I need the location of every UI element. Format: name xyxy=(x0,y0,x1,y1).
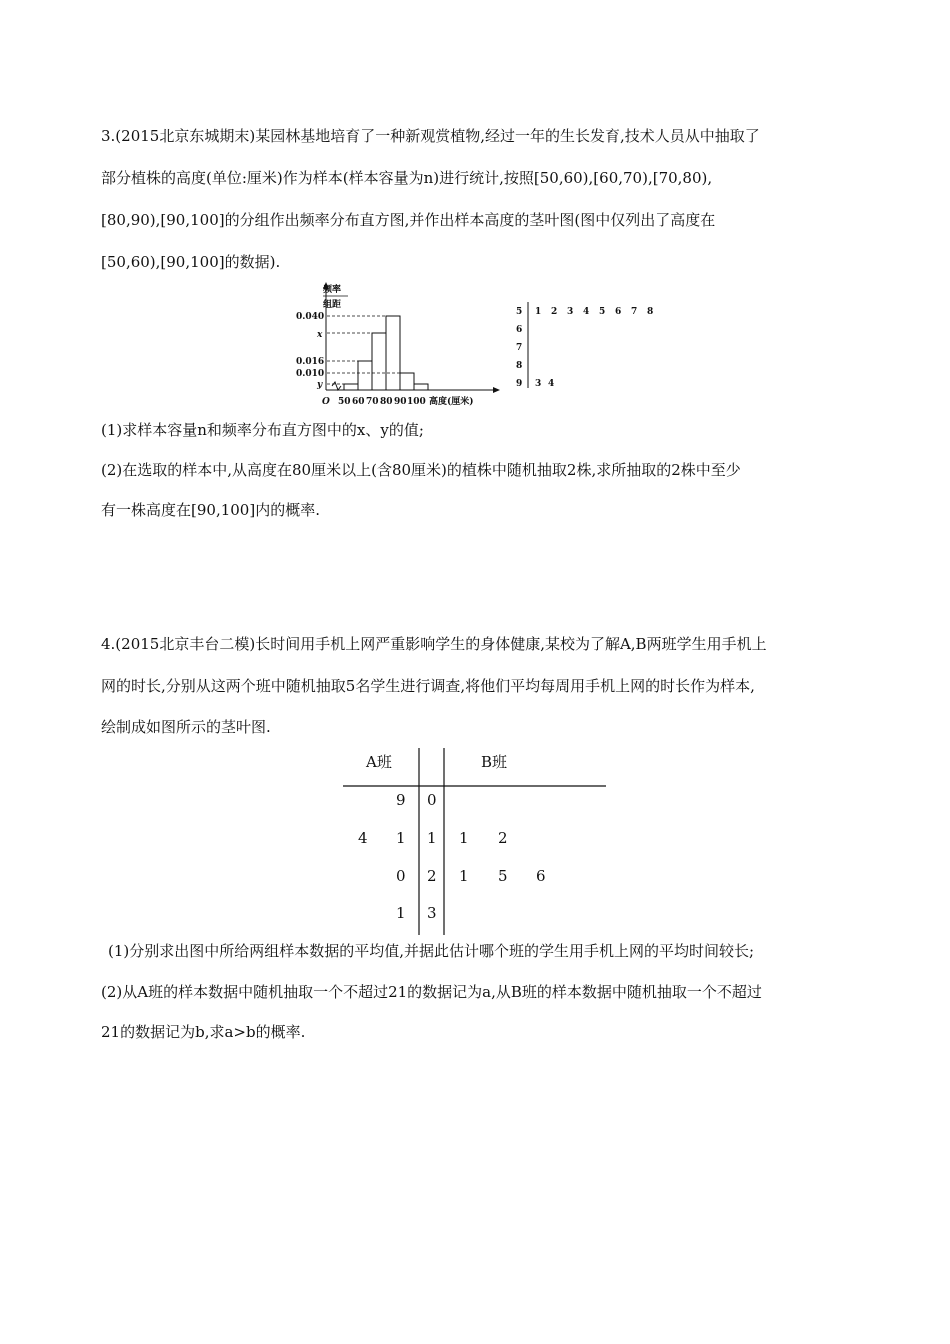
problem3-line-4: [50,60),[90,100]的数据). xyxy=(101,253,281,271)
histogram-x-label: 100 xyxy=(407,397,426,407)
class-b-leaf: 1 xyxy=(459,867,469,885)
class-a-leaf: 4 xyxy=(358,829,368,847)
class-a-leaf: 0 xyxy=(396,867,406,885)
histogram-x-label: 80 xyxy=(380,397,393,407)
class-b-leaf: 1 xyxy=(459,829,469,847)
class-a-leaf: 1 xyxy=(396,904,406,922)
class-a-header: A班 xyxy=(366,753,392,771)
histogram-y-label: 0.040 xyxy=(296,312,325,322)
histogram-axis-break xyxy=(332,382,341,390)
histogram-y-title-top: 频率 xyxy=(323,285,342,295)
stem: 6 xyxy=(516,325,523,335)
leaf: 3 xyxy=(535,379,542,389)
frequency-histogram xyxy=(290,280,510,412)
problem3-line-1: 3.(2015北京东城期末)某园林基地培育了一种新观赏植物,经过一年的生长发育,技术人员从中抽取了 xyxy=(101,127,760,145)
histogram-x-label: 60 xyxy=(352,397,365,407)
histogram-bar xyxy=(372,333,386,390)
stem: 7 xyxy=(516,343,523,353)
histogram-y-label: 0.016 xyxy=(296,357,325,367)
class-a-leaf: 9 xyxy=(396,791,406,809)
histogram-y-title-bottom: 组距 xyxy=(323,300,342,310)
leaf: 7 xyxy=(631,307,638,317)
leaf: 4 xyxy=(583,307,590,317)
histogram-x-label: 50 xyxy=(338,397,351,407)
histogram-bar xyxy=(344,384,358,390)
leaf: 1 xyxy=(535,307,542,317)
problem3-question-2-line-2: 有一株高度在[90,100]内的概率. xyxy=(101,501,320,519)
leaf: 6 xyxy=(615,307,622,317)
problem4-question-1: (1)分别求出图中所给两组样本数据的平均值,并据此估计哪个班的学生用手机上网的平均时间较长; xyxy=(108,942,755,960)
class-b-header: B班 xyxy=(481,753,508,771)
histogram-y-label: 0.010 xyxy=(296,369,325,379)
class-b-leaf: 5 xyxy=(498,867,508,885)
histogram-x-label: 70 xyxy=(366,397,379,407)
leaf: 2 xyxy=(551,307,558,317)
stem-leaf-plot-heights xyxy=(510,300,670,392)
leaf: 4 xyxy=(548,379,555,389)
histogram-origin-label: O xyxy=(322,397,330,407)
histogram-x-arrow xyxy=(493,387,500,393)
histogram-bar xyxy=(414,384,428,390)
leaf: 8 xyxy=(647,307,654,317)
problem4-line-1: 4.(2015北京丰台二模)长时间用手机上网严重影响学生的身体健康,某校为了解A,B两班学生用手机上 xyxy=(101,635,767,653)
problem3-line-2: 部分植株的高度(单位:厘米)作为样本(样本容量为n)进行统计,按照[50,60),[60,70),[70,80), xyxy=(101,169,713,187)
stem: 3 xyxy=(427,904,437,922)
problem3-line-3: [80,90),[90,100]的分组作出频率分布直方图,并作出样本高度的茎叶图(图中仅列出了高度在 xyxy=(101,211,716,229)
stem: 0 xyxy=(427,791,437,809)
leaf: 3 xyxy=(567,307,574,317)
problem4-line-2: 网的时长,分别从这两个班中随机抽取5名学生进行调查,将他们平均每周用手机上网的时长作为样本, xyxy=(101,677,755,695)
problem3-question-1: (1)求样本容量n和频率分布直方图中的x、y的值; xyxy=(101,421,424,439)
leaf: 5 xyxy=(599,307,606,317)
histogram-x-title: 高度(厘米) xyxy=(429,397,474,407)
histogram-y-label: y xyxy=(317,380,323,390)
problem4-question-2-line-1: (2)从A班的样本数据中随机抽取一个不超过21的数据记为a,从B班的样本数据中随机抽取一个不超过 xyxy=(101,983,762,1001)
problem3-question-2-line-1: (2)在选取的样本中,从高度在80厘米以上(含80厘米)的植株中随机抽取2株,求所抽取的2株中至少 xyxy=(101,461,741,479)
stem: 1 xyxy=(427,829,437,847)
histogram-bar xyxy=(400,373,414,390)
histogram-x-label: 90 xyxy=(394,397,407,407)
histogram-y-label: x xyxy=(317,330,323,340)
stem: 5 xyxy=(516,307,523,317)
problem4-line-3: 绘制成如图所示的茎叶图. xyxy=(101,718,271,736)
class-a-leaf: 1 xyxy=(396,829,406,847)
histogram-bar xyxy=(386,316,400,390)
stem: 2 xyxy=(427,867,437,885)
stem-leaf-plot-classes xyxy=(340,745,610,940)
class-b-leaf: 2 xyxy=(498,829,508,847)
problem4-question-2-line-2: 21的数据记为b,求a>b的概率. xyxy=(101,1023,306,1041)
class-b-leaf: 6 xyxy=(536,867,546,885)
stem: 9 xyxy=(516,379,523,389)
histogram-bar xyxy=(358,361,372,390)
stem: 8 xyxy=(516,361,523,371)
